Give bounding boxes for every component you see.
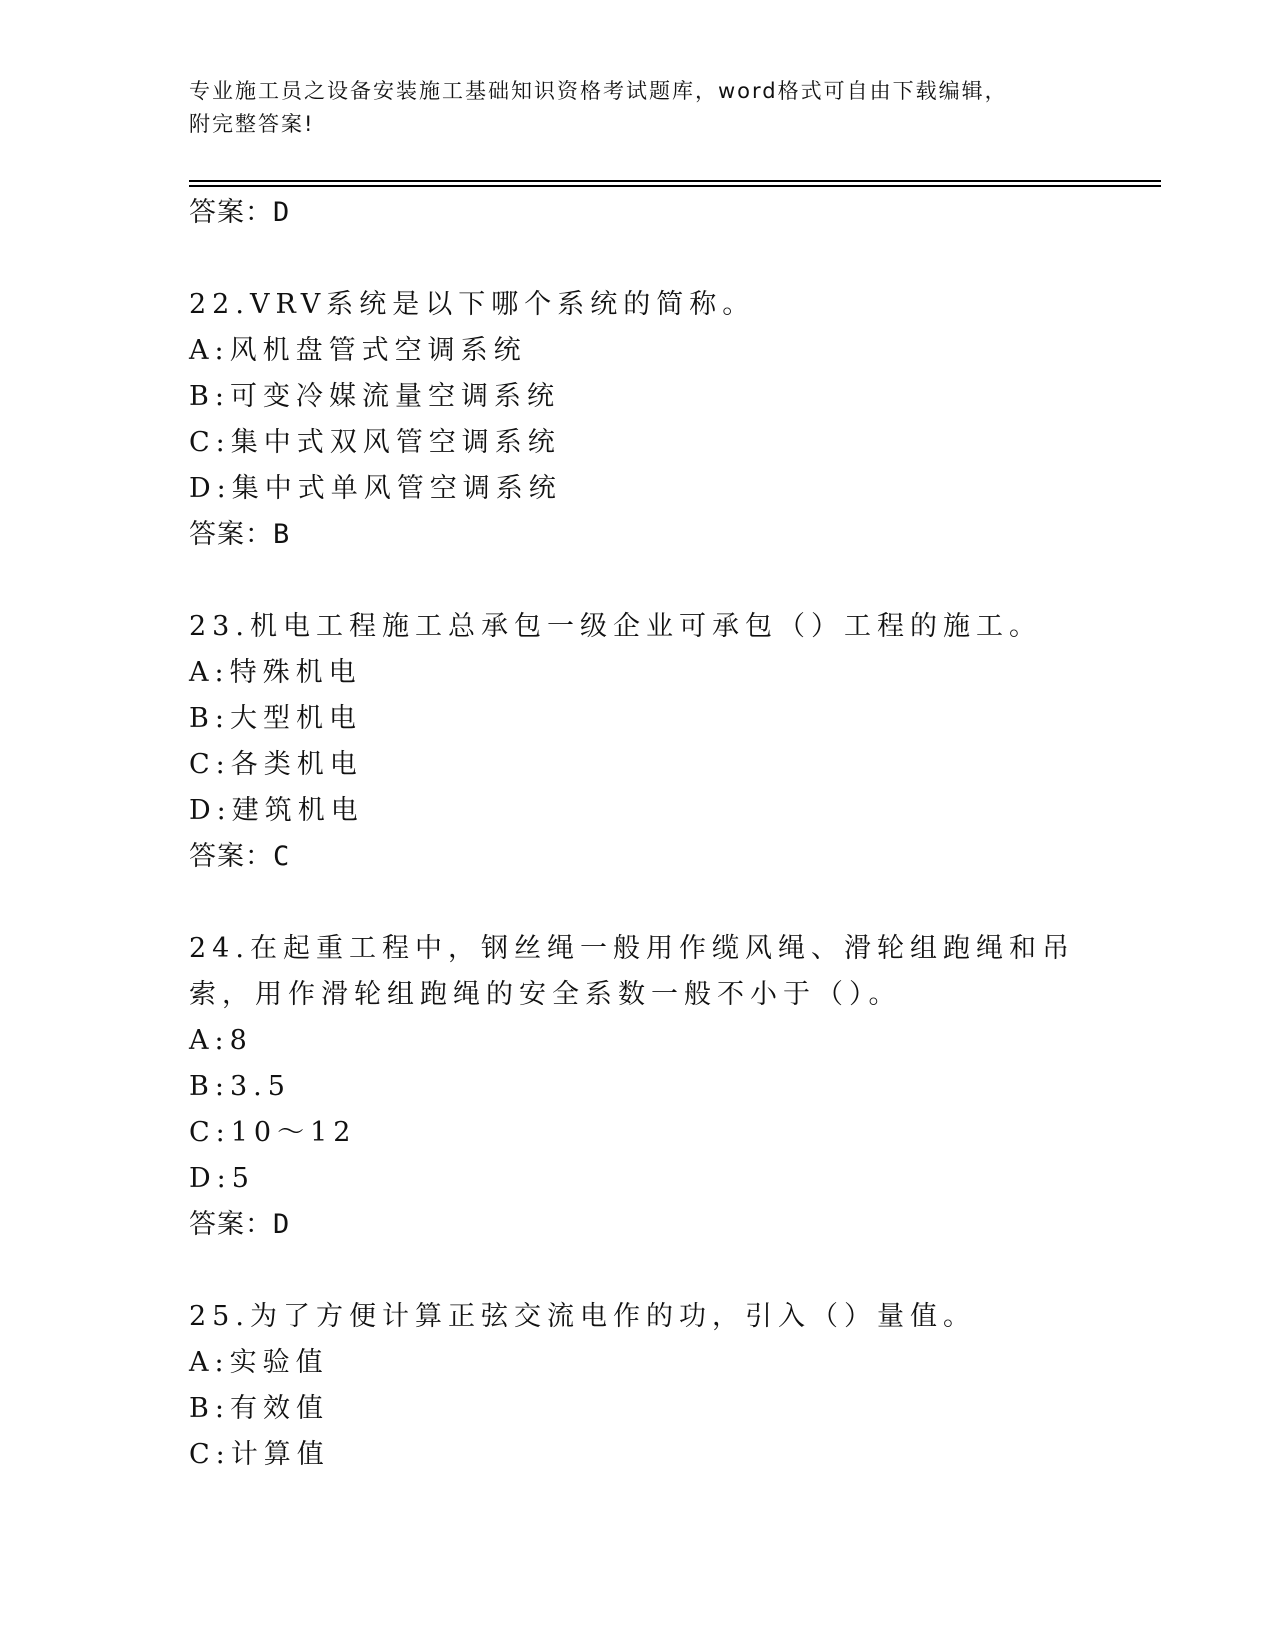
question-stem: 25.为了方便计算正弦交流电作的功，引入（）量值。	[189, 1301, 976, 1332]
question-24	[189, 926, 1089, 1248]
option-b: B:可变冷媒流量空调系统	[189, 381, 560, 412]
question-list	[189, 190, 1089, 1478]
answer-label: 答案：	[189, 519, 273, 550]
option-a: A:8	[189, 1025, 253, 1056]
header-rule-bottom	[189, 185, 1161, 187]
question-22	[189, 282, 1089, 558]
question-stem: 22.VRV系统是以下哪个系统的简称。	[189, 289, 756, 320]
answer-value: D	[273, 197, 291, 228]
previous-answer	[189, 190, 1089, 236]
question-stem: 23.机电工程施工总承包一级企业可承包（）工程的施工。	[189, 611, 1042, 642]
option-d: D:集中式单风管空调系统	[189, 473, 562, 504]
option-a: A:风机盘管式空调系统	[189, 335, 527, 366]
option-c: C:10～12	[189, 1117, 357, 1148]
option-a: A:实验值	[189, 1347, 329, 1378]
document-header	[189, 75, 1089, 141]
question-answer	[189, 512, 1089, 558]
header-rule-top	[189, 180, 1161, 182]
question-answer	[189, 834, 1089, 880]
option-a: A:特殊机电	[189, 657, 362, 688]
option-b: B:大型机电	[189, 703, 362, 734]
option-d: D:5	[189, 1163, 255, 1194]
option-c: C:集中式双风管空调系统	[189, 427, 561, 458]
option-b: B:3.5	[189, 1071, 291, 1102]
answer-value: D	[273, 1209, 291, 1240]
question-stem: 24.在起重工程中，钢丝绳一般用作缆风绳、滑轮组跑绳和吊索，用作滑轮组跑绳的安全系数一般不小于（）。	[189, 933, 1075, 1010]
answer-value: C	[273, 841, 291, 872]
header-line-2: 附完整答案!	[189, 112, 315, 136]
question-answer	[189, 1202, 1089, 1248]
answer-label: 答案：	[189, 841, 273, 872]
option-d: D:建筑机电	[189, 795, 364, 826]
header-line-1: 专业施工员之设备安装施工基础知识资格考试题库，word格式可自由下载编辑，	[189, 79, 1008, 103]
question-23	[189, 604, 1089, 880]
option-b: B:有效值	[189, 1393, 329, 1424]
question-25	[189, 1294, 1089, 1478]
option-c: C:各类机电	[189, 749, 363, 780]
answer-label: 答案：	[189, 1209, 273, 1240]
answer-label: 答案：	[189, 197, 273, 228]
option-c: C:计算值	[189, 1439, 330, 1470]
answer-value: B	[273, 519, 291, 550]
